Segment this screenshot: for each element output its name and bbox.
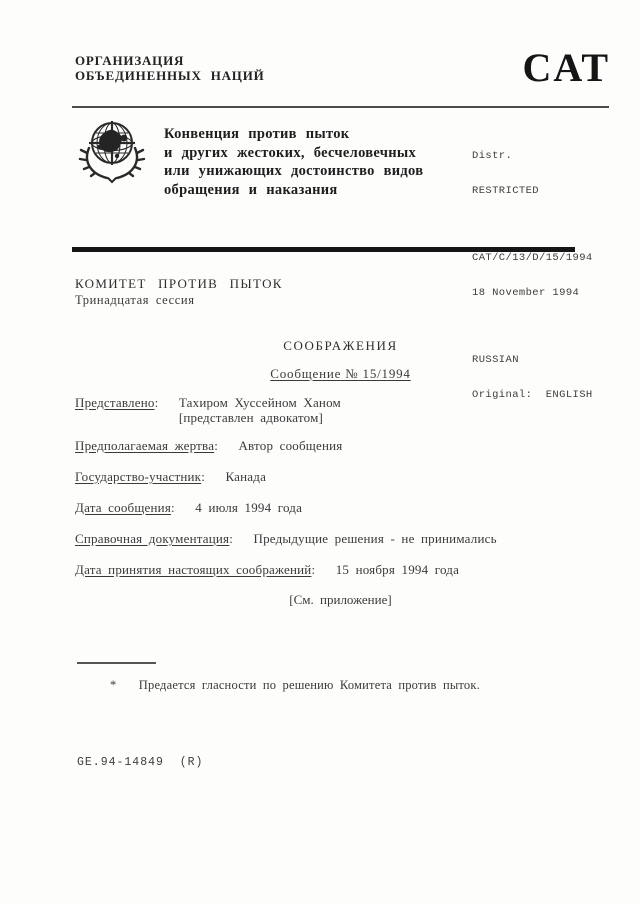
field-state-party <box>75 469 610 484</box>
field-value: Канада <box>225 469 267 484</box>
doc-symbol: CAT <box>522 45 610 90</box>
session-name: Тринадцатая сессия <box>75 293 195 307</box>
field-value: Предыдущие решения - не принимались <box>253 531 497 546</box>
field-label: Предполагаемая жертва <box>75 438 215 453</box>
field-label: Справочная документация <box>75 531 230 546</box>
org-name <box>75 53 265 83</box>
doc-date: 18 November 1994 <box>472 286 580 299</box>
convention-title-line: или унижающих достоинство видов <box>164 163 424 179</box>
spacer <box>472 322 593 332</box>
distr-value: RESTRICTED <box>472 184 540 197</box>
spacer <box>472 220 593 230</box>
field-label: Представлено <box>75 395 155 410</box>
field-label: Государство-участник <box>75 469 202 484</box>
org-name-line2: ОБЪЕДИНЕННЫХ НАЦИЙ <box>75 68 265 83</box>
colon: : <box>171 500 175 515</box>
field-value-line1: Тахиром Хуссейном Ханом <box>178 395 341 410</box>
field-alleged-victim <box>75 438 610 453</box>
see-annex-note: [См. приложение] <box>289 592 392 607</box>
document-number: GE.94-14849 (R) <box>77 756 204 769</box>
field-label: Дата сообщения <box>75 500 172 515</box>
footnote-divider <box>77 662 156 664</box>
committee-name: КОМИТЕТ ПРОТИВ ПЫТОК <box>75 276 283 291</box>
colon: : <box>311 562 316 577</box>
separator-bar <box>72 247 575 252</box>
footnote <box>110 678 480 693</box>
field-date-of-communication <box>75 500 610 515</box>
communication-number: Сообщение № 15/1994 <box>270 366 411 381</box>
org-name-line1: ОРГАНИЗАЦИЯ <box>75 53 185 68</box>
colon: : <box>201 469 205 484</box>
convention-title-line: обращения и наказания <box>164 181 338 198</box>
field-value: 15 ноября 1994 года <box>335 562 460 577</box>
convention-title-line: Конвенция против пыток <box>164 126 350 142</box>
colon: : <box>154 395 159 410</box>
convention-title <box>164 125 423 199</box>
field-value-line2: [представлен адвокатом] <box>178 410 324 425</box>
field-value <box>179 395 341 425</box>
field-submitted-by <box>75 395 610 425</box>
header-divider <box>72 106 609 108</box>
field-label: Дата принятия настоящих соображений <box>75 562 312 577</box>
doc-language: RUSSIAN <box>472 354 519 366</box>
doc-reference: CAT/C/13/D/15/1994 <box>472 252 593 264</box>
doc-original-language: Original: ENGLISH <box>472 388 593 401</box>
field-date-of-adoption <box>75 562 610 577</box>
colon: : <box>229 531 234 546</box>
field-reference-documentation <box>75 531 610 546</box>
footnote-text: Предается гласности по решению Комитета против пыток. <box>138 678 480 692</box>
field-value: Автор сообщения <box>238 438 343 453</box>
colon: : <box>214 438 218 453</box>
un-emblem-icon <box>76 116 148 184</box>
field-value: 4 июля 1994 года <box>195 500 303 515</box>
communication-subheading <box>72 366 609 382</box>
distr-label: Distr. <box>472 150 513 162</box>
views-heading: СООБРАЖЕНИЯ <box>283 338 398 353</box>
convention-title-line: и других жестоких, бесчеловечных <box>164 144 417 161</box>
footnote-marker: * <box>110 678 117 692</box>
committee-block <box>75 276 283 308</box>
